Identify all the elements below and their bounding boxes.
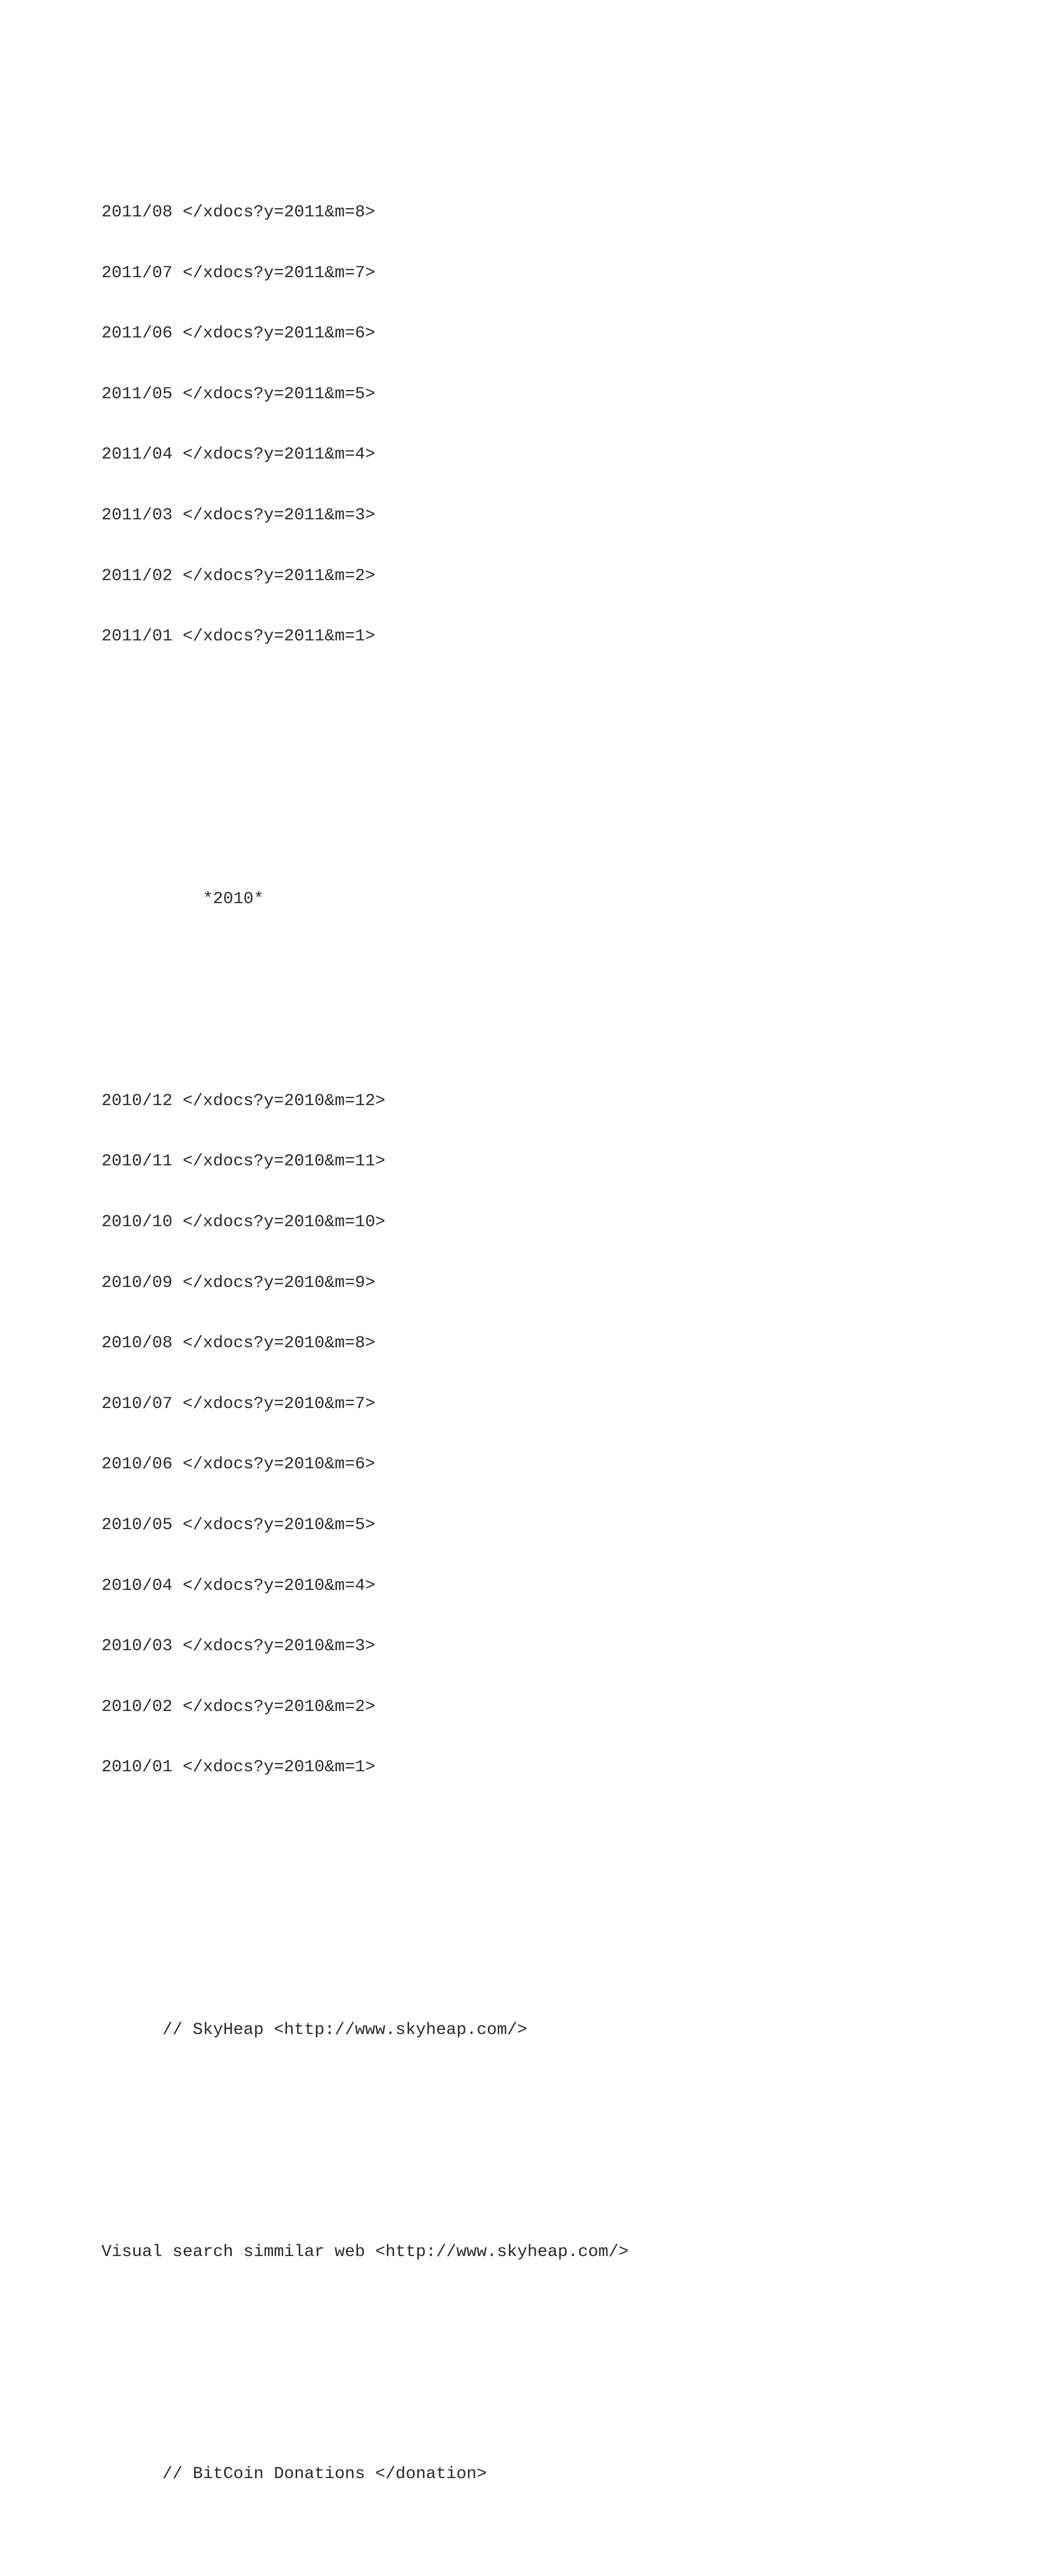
archive-link-2011-05[interactable]: 2011/05 </xdocs?y=2011&m=5> xyxy=(101,384,376,403)
spacer xyxy=(101,970,988,990)
archive-2011-list xyxy=(101,162,988,687)
spacer xyxy=(101,808,988,828)
archive-link-2010-04[interactable]: 2010/04 </xdocs?y=2010&m=4> xyxy=(101,1575,376,1595)
archive-link-2010-03[interactable]: 2010/03 </xdocs?y=2010&m=3> xyxy=(101,1636,376,1656)
archive-2010-list xyxy=(101,1050,988,1818)
spacer xyxy=(101,1939,988,1959)
skyheap-heading-link[interactable]: // SkyHeap <http://www.skyheap.com/> xyxy=(101,2020,528,2039)
archive-link-2010-05[interactable]: 2010/05 </xdocs?y=2010&m=5> xyxy=(101,1515,376,1534)
year-2010-heading: *2010* xyxy=(101,889,264,908)
spacer xyxy=(101,747,988,767)
spacer xyxy=(101,2100,988,2121)
archive-link-2011-06[interactable]: 2011/06 </xdocs?y=2011&m=6> xyxy=(101,324,376,343)
archive-link-2010-10[interactable]: 2010/10 </xdocs?y=2010&m=10> xyxy=(101,1212,386,1231)
archive-link-2011-03[interactable]: 2011/03 </xdocs?y=2011&m=3> xyxy=(101,505,376,524)
archive-link-2010-06[interactable]: 2010/06 </xdocs?y=2010&m=6> xyxy=(101,1454,376,1474)
archive-link-2010-12[interactable]: 2010/12 </xdocs?y=2010&m=12> xyxy=(101,1091,386,1110)
archive-link-2010-02[interactable]: 2010/02 </xdocs?y=2010&m=2> xyxy=(101,1697,376,1716)
archive-link-2010-01[interactable]: 2010/01 </xdocs?y=2010&m=1> xyxy=(101,1757,376,1777)
archive-link-2011-04[interactable]: 2011/04 </xdocs?y=2011&m=4> xyxy=(101,445,376,464)
archive-link-2010-07[interactable]: 2010/07 </xdocs?y=2010&m=7> xyxy=(101,1394,376,1413)
archive-link-2011-02[interactable]: 2011/02 </xdocs?y=2011&m=2> xyxy=(101,566,376,585)
spacer xyxy=(101,2161,988,2181)
document-page xyxy=(101,101,988,2576)
spacer xyxy=(101,2323,988,2343)
bitcoin-donations-link[interactable]: // BitCoin Donations </donation> xyxy=(101,2464,487,2484)
archive-link-2011-01[interactable]: 2011/01 </xdocs?y=2011&m=1> xyxy=(101,626,376,646)
skyheap-description-link[interactable]: Visual search simmilar web <http://www.skyheap.com/> xyxy=(101,2242,629,2262)
spacer xyxy=(101,2383,988,2403)
archive-link-2011-08[interactable]: 2011/08 </xdocs?y=2011&m=8> xyxy=(101,202,376,222)
archive-link-2010-11[interactable]: 2010/11 </xdocs?y=2010&m=11> xyxy=(101,1151,386,1171)
archive-link-2011-07[interactable]: 2011/07 </xdocs?y=2011&m=7> xyxy=(101,263,376,282)
archive-link-2010-08[interactable]: 2010/08 </xdocs?y=2010&m=8> xyxy=(101,1333,376,1353)
spacer xyxy=(101,1878,988,1899)
spacer xyxy=(101,2545,988,2565)
archive-link-2010-09[interactable]: 2010/09 </xdocs?y=2010&m=9> xyxy=(101,1273,376,1292)
